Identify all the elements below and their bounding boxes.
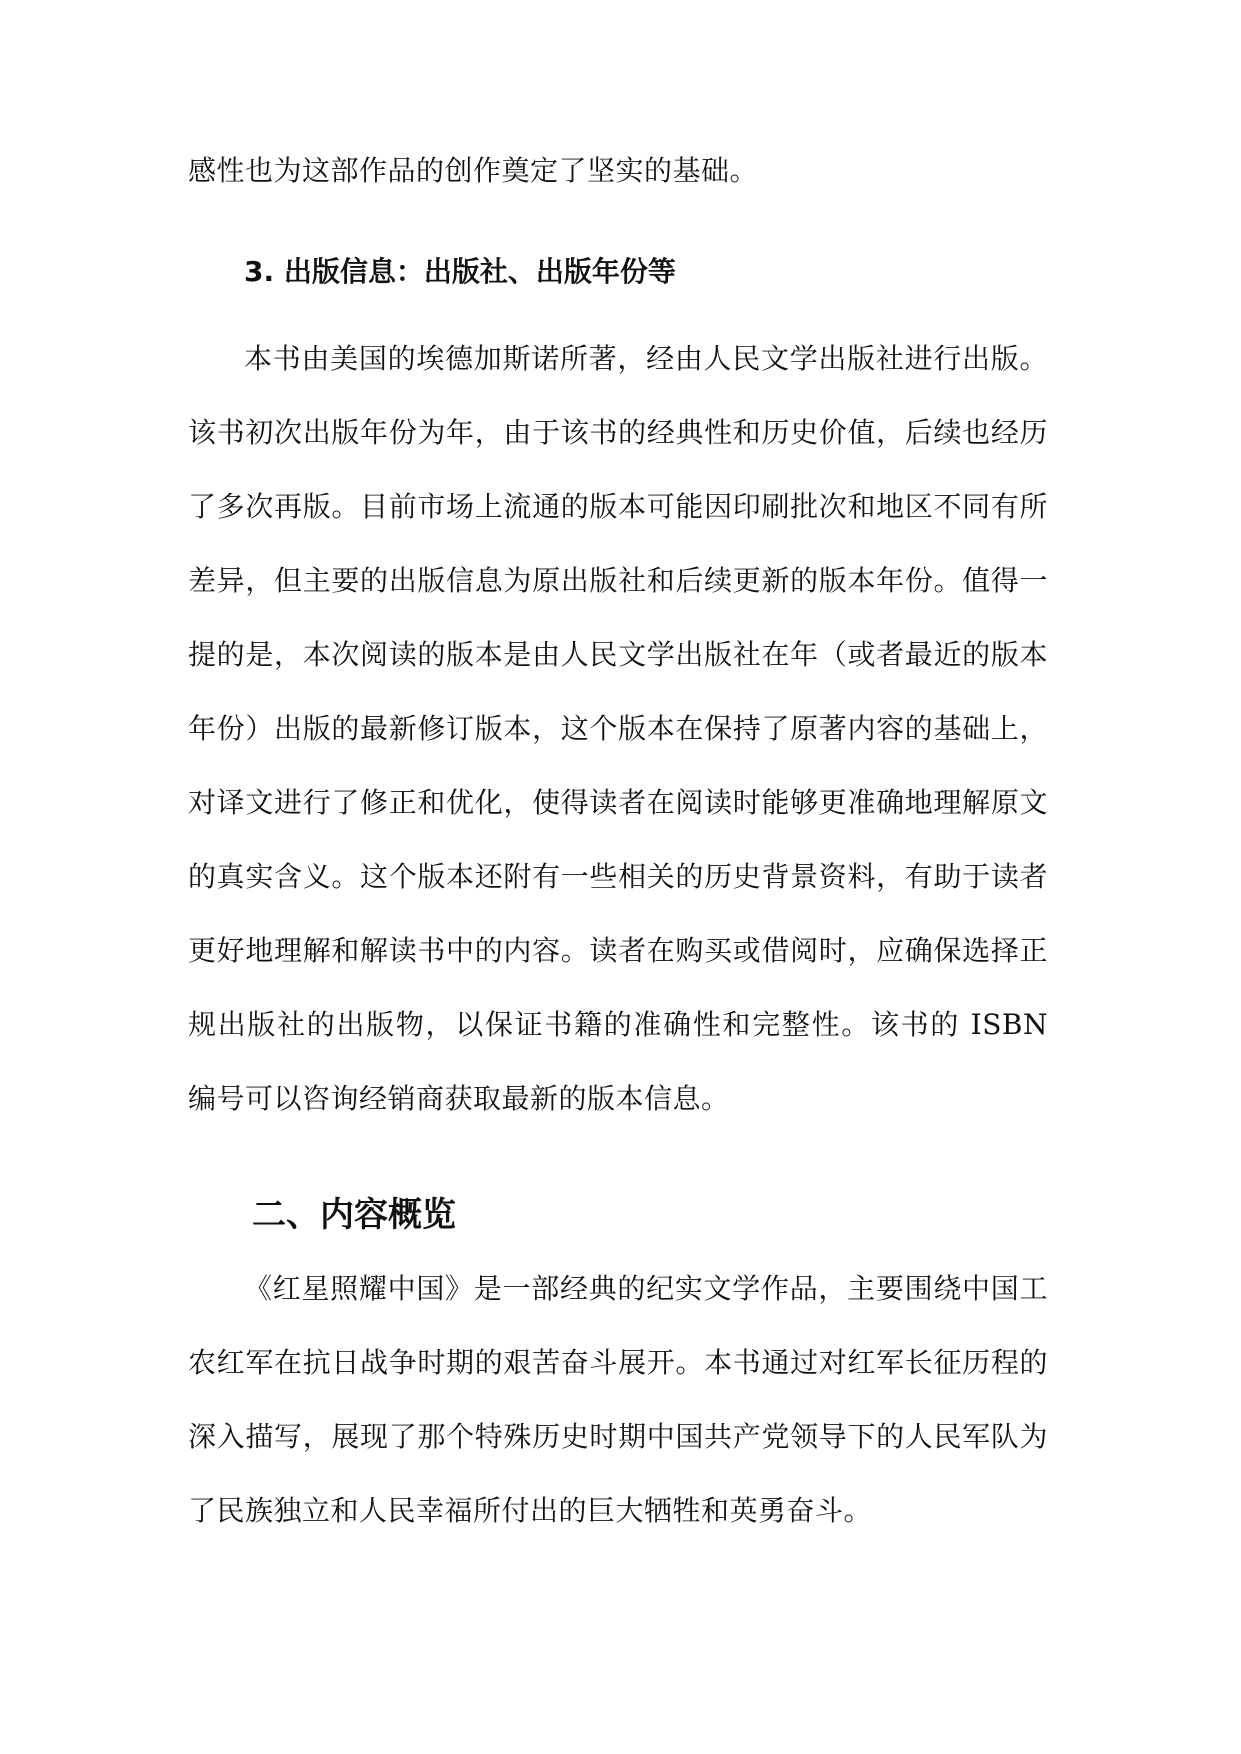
publication-info-paragraph: 本书由美国的埃德加斯诺所著，经由人民文学出版社进行出版。该书初次出版年份为年，由于该书的经典性和历史价值，后续也经历了多次再版。目前市场上流通的版本可能因印刷批次和地区不同有所差异，但主要的出版信息为原出版社和后续更新的版本年份。值得一提的是，本次阅读的版本是由人民文学出版社在年（或者最近的版本年份）出版的最新修订版本，这个版本在保持了原著内容的基础上，对译文进行了修正和优化，使得读者在阅读时能够更准确地理解原文的真实含义。这个版本还附有一些相关的历史背景资料，有助于读者更好地理解和解读书中的内容。读者在购买或借阅时，应确保选择正规出版社的出版物，以保证书籍的准确性和完整性。该书的 ISBN 编号可以咨询经销商获取最新的版本信息。 xyxy=(188,342,1048,1115)
subsection-heading-publication-info: 3. 出版信息：出版社、出版年份等 xyxy=(244,255,676,288)
section-heading-content-overview: 二、内容概览 xyxy=(252,1195,456,1235)
content-overview-paragraph: 《红星照耀中国》是一部经典的纪实文学作品，主要围绕中国工农红军在抗日战争时期的艰苦奋斗展开。本书通过对红军长征历程的深入描写，展现了那个特殊历史时期中国共产党领导下的人民军队为了民族独立和人民幸福所付出的巨大牺牲和英勇奋斗。 xyxy=(188,1272,1048,1527)
continuation-paragraph: 感性也为这部作品的创作奠定了坚实的基础。 xyxy=(188,154,759,187)
